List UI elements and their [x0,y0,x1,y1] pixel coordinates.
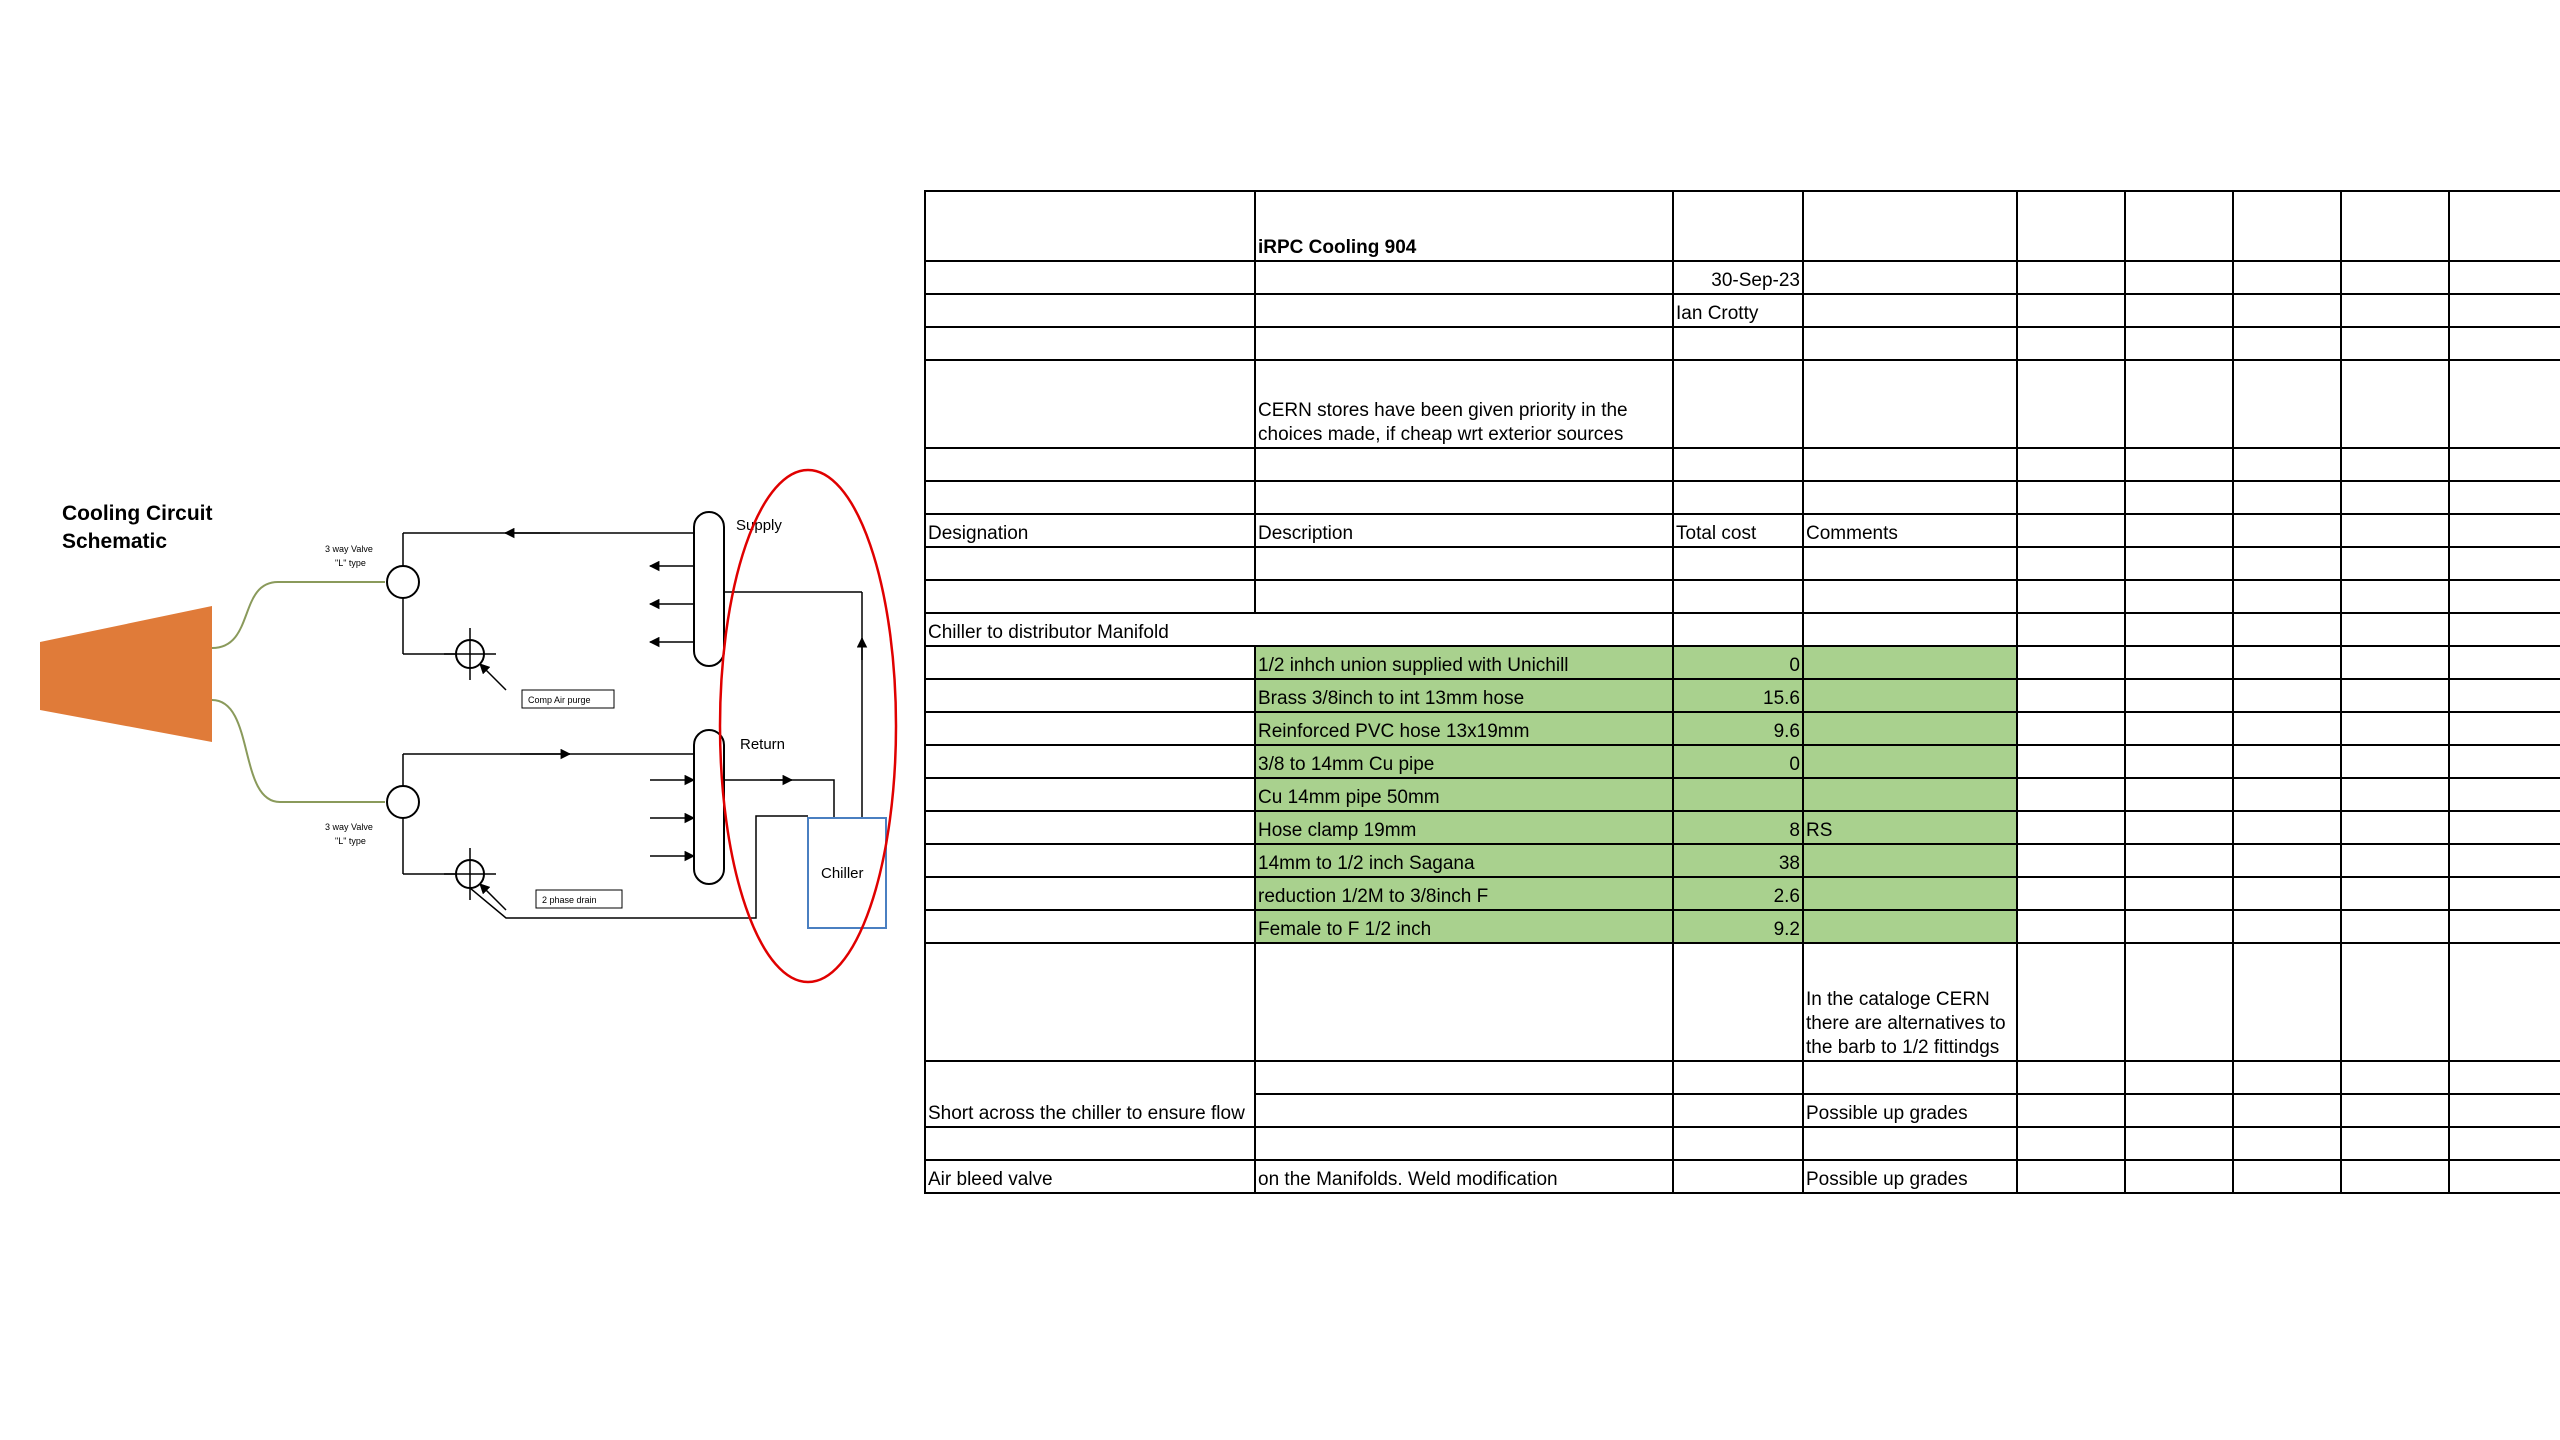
cell[interactable] [1255,327,1673,360]
cell[interactable] [1673,1127,1803,1160]
cell[interactable] [2017,1094,2125,1127]
cell[interactable] [925,943,1255,1061]
item-comment[interactable] [1803,745,2017,778]
item-cost[interactable]: 38 [1673,844,1803,877]
cell[interactable] [2233,1061,2341,1094]
cell[interactable] [1803,294,2017,327]
cell[interactable] [1803,448,2017,481]
cell[interactable] [2017,943,2125,1061]
cell[interactable] [2341,811,2449,844]
cell[interactable] [2341,844,2449,877]
cell[interactable] [1255,1061,1673,1094]
detector-shape [40,606,212,742]
cell[interactable] [2125,261,2233,294]
item-description[interactable]: 1/2 inhch union supplied with Unichill [1255,646,1673,679]
cell[interactable] [2125,745,2233,778]
cell[interactable] [2017,360,2125,448]
cell[interactable] [2017,778,2125,811]
item-cost[interactable]: 9.6 [1673,712,1803,745]
cell[interactable] [2233,877,2341,910]
cell[interactable] [2125,514,2233,547]
cell[interactable] [925,646,1255,679]
item-row [925,679,2560,712]
item-comment[interactable] [1803,778,2017,811]
item-row [925,712,2560,745]
item-description[interactable]: Brass 3/8inch to int 13mm hose [1255,679,1673,712]
catalogue-comment[interactable]: In the cataloge CERN there are alternatives to the barb to 1/2 fittindgs [1803,943,2017,1061]
section-row [925,613,2560,646]
item-description[interactable]: Reinforced PVC hose 13x19mm [1255,712,1673,745]
cell[interactable] [925,712,1255,745]
cell[interactable] [2125,778,2233,811]
cell[interactable] [925,778,1255,811]
cell[interactable] [2017,646,2125,679]
cell[interactable] [1803,547,2017,580]
cell[interactable] [2341,712,2449,745]
valve-top-label-1: 3 way Valve [325,544,373,554]
cell[interactable] [2449,1160,2560,1193]
cell[interactable] [1673,580,1803,613]
cell[interactable] [2125,360,2233,448]
cell[interactable] [2341,580,2449,613]
blank-row [925,547,2560,580]
cell[interactable] [2449,844,2560,877]
cell[interactable] [1673,481,1803,514]
cell[interactable] [1803,261,2017,294]
cell[interactable] [925,877,1255,910]
item-comment[interactable]: RS [1803,811,2017,844]
cell[interactable] [1255,613,1673,646]
valve-bottom-label-2: "L" type [335,836,366,846]
cell[interactable] [2449,327,2560,360]
cell[interactable] [925,679,1255,712]
cell[interactable] [2341,327,2449,360]
hose-top [212,582,385,648]
cell[interactable] [2017,877,2125,910]
header-designation[interactable]: Designation [925,514,1255,547]
cell[interactable] [1673,360,1803,448]
cell[interactable] [2341,646,2449,679]
cell[interactable] [925,910,1255,943]
cell[interactable] [2233,943,2341,1061]
cell[interactable] [2233,481,2341,514]
item-row [925,910,2560,943]
cell[interactable] [1673,448,1803,481]
cell[interactable] [925,481,1255,514]
chiller-label: Chiller [821,865,864,882]
cell[interactable] [2449,580,2560,613]
three-way-valve-top [387,566,419,598]
cell[interactable] [925,191,1255,261]
item-row [925,778,2560,811]
cell[interactable] [2449,745,2560,778]
cell[interactable] [2017,191,2125,261]
section-chiller-manifold[interactable]: Chiller to distributor Manifold [925,613,1255,646]
cell[interactable] [2341,1160,2449,1193]
sheet-title[interactable]: iRPC Cooling 904 [1255,191,1673,261]
supply-manifold [694,512,724,666]
cell[interactable] [2233,1094,2341,1127]
item-description[interactable]: Hose clamp 19mm [1255,811,1673,844]
cell[interactable] [2017,448,2125,481]
cell[interactable] [2341,745,2449,778]
cell[interactable] [2125,448,2233,481]
item-description[interactable]: Female to F 1/2 inch [1255,910,1673,943]
phase-drain-label: 2 phase drain [542,895,597,905]
cell[interactable] [925,261,1255,294]
cell[interactable] [2341,514,2449,547]
title-row [925,191,2560,261]
cell[interactable] [1255,448,1673,481]
cell[interactable] [1673,327,1803,360]
blank-row [925,481,2560,514]
cell[interactable] [1673,943,1803,1061]
blank-row [925,1127,2560,1160]
cell[interactable] [2017,327,2125,360]
cell[interactable] [1255,943,1673,1061]
item-description[interactable]: 3/8 to 14mm Cu pipe [1255,745,1673,778]
comp-air-purge-label: Comp Air purge [528,695,591,705]
cell[interactable] [2233,294,2341,327]
cell[interactable] [2017,514,2125,547]
cell[interactable] [2449,294,2560,327]
cell[interactable] [2017,294,2125,327]
item-cost[interactable] [1673,778,1803,811]
cell[interactable] [2017,261,2125,294]
cell[interactable] [2449,191,2560,261]
valve-top-label-2: "L" type [335,558,366,568]
cell[interactable] [2125,327,2233,360]
note-row [925,360,2560,448]
cell[interactable] [2449,261,2560,294]
cell[interactable] [2125,1127,2233,1160]
cell[interactable] [925,811,1255,844]
cell[interactable] [2125,580,2233,613]
item-description[interactable]: Cu 14mm pipe 50mm [1255,778,1673,811]
cell[interactable] [2341,943,2449,1061]
cell[interactable] [1673,191,1803,261]
cell[interactable] [2233,448,2341,481]
short-designation[interactable]: Short across the chiller to ensure flow [925,1061,1255,1127]
cell[interactable] [925,580,1255,613]
cell[interactable] [2233,327,2341,360]
cell[interactable] [2125,844,2233,877]
cell[interactable] [2017,613,2125,646]
cell[interactable] [2017,1160,2125,1193]
cell[interactable] [1673,1061,1803,1094]
upgrade-comment-1[interactable]: Possible up grades [1803,1094,2017,1127]
cell[interactable] [2449,514,2560,547]
cell[interactable] [2341,1094,2449,1127]
cell[interactable] [2341,1061,2449,1094]
cell[interactable] [2341,910,2449,943]
hose-bottom [212,700,385,802]
cell[interactable] [2449,1094,2560,1127]
item-row [925,646,2560,679]
cell[interactable] [2017,1127,2125,1160]
cell[interactable] [1673,613,1803,646]
cell[interactable] [925,360,1255,448]
cell[interactable] [2233,679,2341,712]
cell[interactable] [2341,448,2449,481]
cell[interactable] [2125,294,2233,327]
cell[interactable] [925,547,1255,580]
cell[interactable] [925,448,1255,481]
item-row [925,811,2560,844]
cell[interactable] [2125,1061,2233,1094]
cell[interactable] [1255,261,1673,294]
cell[interactable] [2449,778,2560,811]
cell[interactable] [2233,1160,2341,1193]
cell[interactable] [1673,1160,1803,1193]
cell[interactable] [2017,547,2125,580]
cell[interactable] [2341,294,2449,327]
cell[interactable] [2125,943,2233,1061]
cell[interactable] [2449,910,2560,943]
cell[interactable] [2449,646,2560,679]
item-cost[interactable]: 15.6 [1673,679,1803,712]
cell[interactable] [2017,481,2125,514]
cell[interactable] [2125,1094,2233,1127]
cell[interactable] [2449,877,2560,910]
cell[interactable] [2233,778,2341,811]
cell[interactable] [1803,1061,2017,1094]
cell[interactable] [2449,481,2560,514]
cell[interactable] [2233,261,2341,294]
cell[interactable] [2017,745,2125,778]
item-description[interactable]: reduction 1/2M to 3/8inch F [1255,877,1673,910]
item-cost[interactable]: 9.2 [1673,910,1803,943]
cell[interactable] [2233,745,2341,778]
cell[interactable] [2125,712,2233,745]
cell[interactable] [1255,547,1673,580]
item-comment[interactable] [1803,712,2017,745]
cell[interactable] [2125,811,2233,844]
cell[interactable] [2341,877,2449,910]
cell[interactable] [2449,712,2560,745]
cell[interactable] [2341,613,2449,646]
cell[interactable] [2017,1061,2125,1094]
cell[interactable] [2233,613,2341,646]
cell[interactable] [2233,844,2341,877]
cell[interactable] [1255,294,1673,327]
item-comment[interactable] [1803,877,2017,910]
blank-row [925,327,2560,360]
cell[interactable] [2125,1160,2233,1193]
item-comment[interactable] [1803,844,2017,877]
drain-valve-handle [480,884,506,910]
cell[interactable] [2449,679,2560,712]
cell[interactable] [1255,1127,1673,1160]
item-row [925,745,2560,778]
three-way-valve-bottom [387,786,419,818]
cell[interactable] [2341,547,2449,580]
cell[interactable] [2449,1127,2560,1160]
cell[interactable] [1803,360,2017,448]
cell[interactable] [2233,580,2341,613]
upgrade-comment-2[interactable]: Possible up grades [1803,1160,2017,1193]
air-bleed-description[interactable]: on the Manifolds. Weld modification [1255,1160,1673,1193]
cell[interactable] [2233,811,2341,844]
valve-bottom-label-1: 3 way Valve [325,822,373,832]
catalogue-row [925,943,2560,1061]
cell[interactable] [2233,547,2341,580]
cell[interactable] [2125,547,2233,580]
cell[interactable] [2449,943,2560,1061]
cost-table [924,190,2560,1194]
cell[interactable] [2125,646,2233,679]
cell[interactable] [2017,811,2125,844]
item-row [925,844,2560,877]
cell[interactable] [1803,327,2017,360]
cell[interactable] [2233,910,2341,943]
cell[interactable] [2341,778,2449,811]
cell[interactable] [1803,191,2017,261]
item-comment[interactable] [1803,910,2017,943]
drain-to-chiller-line [470,816,808,918]
blank-row [925,448,2560,481]
cell[interactable] [2233,1127,2341,1160]
cell[interactable] [925,1127,1255,1160]
header-comments[interactable]: Comments [1803,514,2017,547]
item-description[interactable]: 14mm to 1/2 inch Sagana [1255,844,1673,877]
return-chiller-line [724,780,834,818]
cell[interactable] [2017,580,2125,613]
author-row [925,294,2560,327]
item-row [925,877,2560,910]
date-cell[interactable]: 30-Sep-23 [1673,261,1803,294]
cell[interactable] [1803,613,2017,646]
cell[interactable] [925,745,1255,778]
cell[interactable] [2341,191,2449,261]
cell[interactable] [1803,580,2017,613]
purge-valve-handle [480,664,506,690]
cell[interactable] [2449,448,2560,481]
cell[interactable] [2341,360,2449,448]
schematic-title-line1: Cooling Circuit [62,502,213,525]
author-cell[interactable]: Ian Crotty [1673,294,1803,327]
note-cell[interactable]: CERN stores have been given priority in the choices made, if cheap wrt exterior sources [1255,360,1673,448]
cell[interactable] [2017,712,2125,745]
cell[interactable] [2449,1061,2560,1094]
cell[interactable] [925,327,1255,360]
cooling-circuit-schematic [0,0,920,1440]
cell[interactable] [2233,191,2341,261]
supply-label: Supply [736,517,782,534]
cell[interactable] [1255,481,1673,514]
return-label: Return [740,736,786,753]
item-cost[interactable]: 2.6 [1673,877,1803,910]
short-row-1 [925,1061,2560,1094]
cell[interactable] [1255,1094,1673,1127]
cell[interactable] [925,844,1255,877]
cell[interactable] [2017,844,2125,877]
cell[interactable] [2233,712,2341,745]
cell[interactable] [2125,910,2233,943]
cell[interactable] [2125,679,2233,712]
item-cost[interactable]: 0 [1673,646,1803,679]
blank-row [925,580,2560,613]
cell[interactable] [2017,679,2125,712]
cell[interactable] [2233,646,2341,679]
cell[interactable] [1255,580,1673,613]
cell[interactable] [2341,1127,2449,1160]
cell[interactable] [2449,613,2560,646]
cell[interactable] [2125,481,2233,514]
schematic-title-line2: Schematic [62,530,168,553]
cell[interactable] [925,294,1255,327]
cell[interactable] [2233,514,2341,547]
cell[interactable] [2341,679,2449,712]
cell[interactable] [1673,1094,1803,1127]
header-row [925,514,2560,547]
cell[interactable] [2125,191,2233,261]
item-cost[interactable]: 8 [1673,811,1803,844]
cell[interactable] [1803,481,2017,514]
cell[interactable] [2341,481,2449,514]
cost-spreadsheet [924,190,2560,1200]
cell[interactable] [2233,360,2341,448]
header-total-cost[interactable]: Total cost [1673,514,1803,547]
cell[interactable] [2125,613,2233,646]
cell[interactable] [2449,360,2560,448]
header-description[interactable]: Description [1255,514,1673,547]
cell[interactable] [2017,910,2125,943]
date-row [925,261,2560,294]
cell[interactable] [2341,261,2449,294]
item-cost[interactable]: 0 [1673,745,1803,778]
cell[interactable] [2449,547,2560,580]
cell[interactable] [1803,1127,2017,1160]
cell[interactable] [1673,547,1803,580]
cell[interactable] [2125,877,2233,910]
air-bleed-designation[interactable]: Air bleed valve [925,1160,1255,1193]
item-comment[interactable] [1803,679,2017,712]
air-bleed-row [925,1160,2560,1193]
item-comment[interactable] [1803,646,2017,679]
cell[interactable] [2449,811,2560,844]
